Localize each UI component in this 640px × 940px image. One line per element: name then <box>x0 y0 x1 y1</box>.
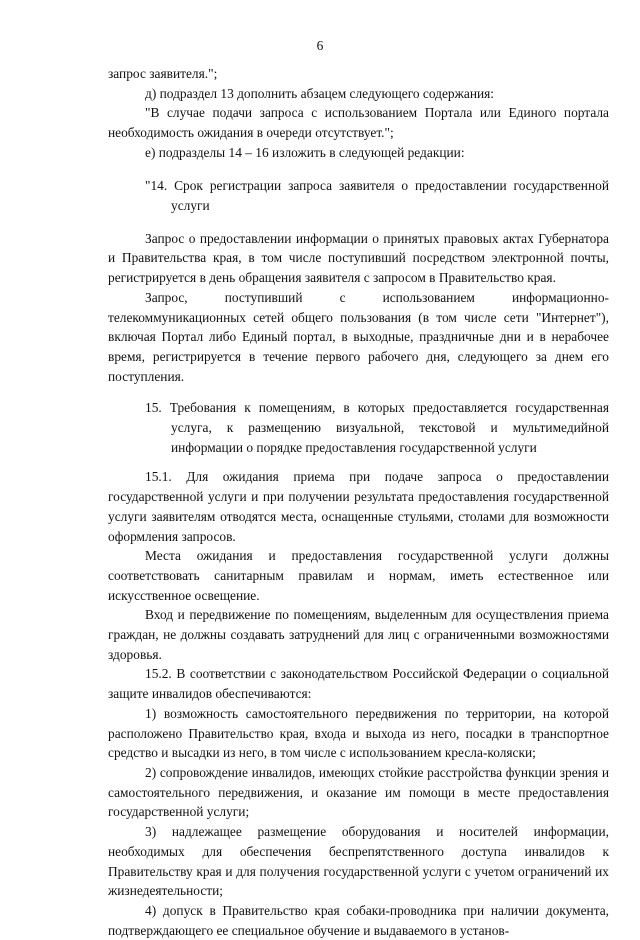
paragraph-waiting-places: Места ожидания и предоставления государственной услуги должны соответствовать санитарным правилам и нормам, иметь естественное или искусственное освещение. <box>108 548 609 603</box>
paragraph-entrance: Вход и передвижение по помещениям, выделенным для осуществления приема граждан, не должны создавать затруднений для лиц с ограниченными возможностями здоровья. <box>108 607 609 662</box>
list-item-3: 3) надлежащее размещение оборудования и носителей информации, необходимых для обеспечения беспрепятственного доступа инвалидов к Правительству края и для получения государственной услуги с учетом ограничений их жизнедеятельности; <box>108 824 609 899</box>
list-item-2: 2) сопровождение инвалидов, имеющих стойкие расстройства функции зрения и самостоятельного передвижения, и оказание им помощи в месте предоставления государственной услуги; <box>108 764 609 820</box>
paragraph-item-d: д) подраздел 13 дополнить абзацем следующего содержания: <box>145 85 495 101</box>
section-heading-14: "14. Срок регистрации запроса заявителя о предоставлении государственной услуги <box>145 177 609 213</box>
paragraph-registration-internet: Запрос, поступивший с использованием информационно-телекоммуникационных сетей общего пользования (в том числе сети "Интернет"), включая Портал либо Единый портал, в выходные, праздничные дни и в нерабочее время, регистрируется в течение первого рабочего дня, следующего за днем его поступления. <box>108 289 609 384</box>
document-body <box>108 64 609 940</box>
page-number: 6 <box>316 38 324 53</box>
paragraph-registration-day: Запрос о предоставлении информации о принятых правовых актах Губернатора и Правительства края, в том числе поступивший посредством электронной почты, регистрируется в день обращения заявителя с запросом в Правительство края. <box>108 230 609 286</box>
paragraph-item-e: е) подразделы 14 – 16 изложить в следующей редакции: <box>145 144 465 160</box>
paragraph-request-end: запрос заявителя."; <box>108 66 218 81</box>
list-item-1: 1) возможность самостоятельного передвижения по территории, на которой расположено Правительство края, входа и выхода из него, посадки в транспортное средство и высадки из него, в том числе с использованием кресла-коляски; <box>108 705 609 761</box>
paragraph-portal-queue: "В случае подачи запроса с использованием Портала или Единого портала необходимость ожидания в очереди отсутствует."; <box>108 105 609 141</box>
section-heading-15: 15. Требования к помещениям, в которых предоставляется государственная услуга, к размещению визуальной, текстовой и мультимедийной информации о порядке предоставления государственной услуги <box>145 400 609 455</box>
paragraph-15-1: 15.1. Для ожидания приема при подаче запроса о предоставлении государственной услуги и при получении результата предоставления государственной услуги заявителям отводятся места, оснащенные стульями, столами для возможности оформления запросов. <box>108 469 609 544</box>
paragraph-15-2: 15.2. В соответствии с законодательством Российской Федерации о социальной защите инвалидов обеспечиваются: <box>108 666 609 702</box>
list-item-4: 4) допуск в Правительство края собаки-проводника при наличии документа, подтверждающего ее специальное обучение и выдаваемого в установ- <box>108 902 609 938</box>
